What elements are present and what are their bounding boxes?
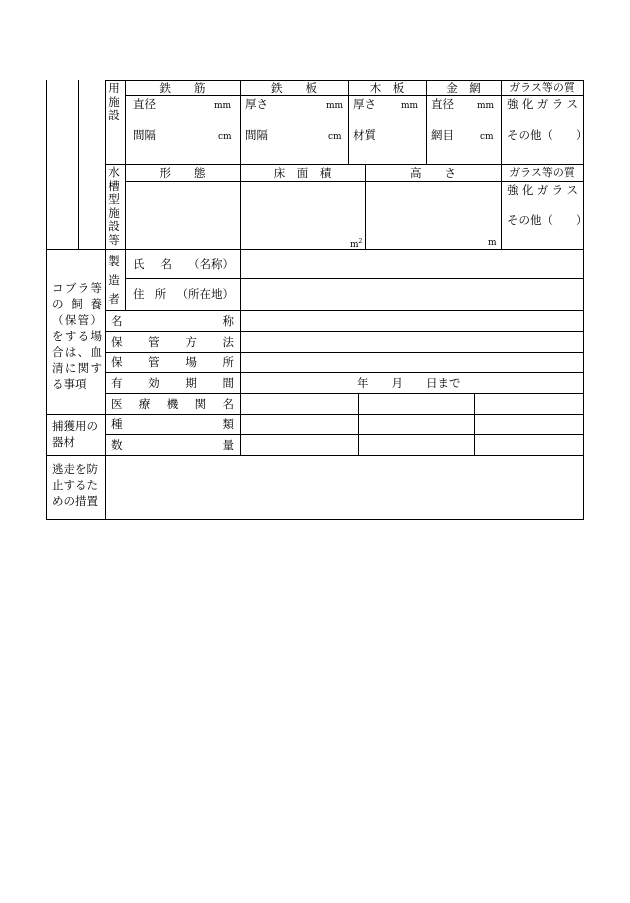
- header-tekkin: 鉄 筋: [159, 81, 206, 95]
- barrier-label: 用施設: [108, 81, 120, 122]
- header-tank-glass: ガラス等の質: [509, 166, 575, 179]
- ita-thickness-unit: mm: [401, 101, 419, 111]
- tank-glass-other: その他（ ）: [507, 213, 588, 227]
- header-ita: 木 板: [369, 81, 405, 95]
- area-unit: $m^2$: [350, 238, 363, 250]
- header-height: 高 さ: [410, 166, 456, 180]
- tekkin-diameter-unit: mm: [214, 101, 232, 111]
- capture-quantity-label: 数 量: [111, 438, 234, 452]
- header-teppan: 鉄 板: [271, 81, 317, 95]
- header-glass: ガラス等の質: [509, 81, 575, 94]
- height-unit: m: [488, 238, 497, 248]
- barrier-glass-other: その他（ ）: [507, 128, 588, 142]
- capture-label: 捕獲用の器材: [52, 419, 98, 449]
- tank-glass-reinforced: 強 化 ガ ラ ス: [507, 183, 578, 197]
- escape-label: 逃走を防止するための措置: [52, 462, 98, 508]
- teppan-thickness-label: 厚さ: [245, 97, 268, 111]
- maker-name-label: 氏 名 （名称）: [133, 257, 234, 271]
- tekkin-spacing-unit: cm: [218, 132, 232, 142]
- storage-place-label: 保 管 場 所: [111, 355, 234, 369]
- header-floor-area: 床 面 積: [273, 166, 332, 180]
- teppan-spacing-unit: cm: [328, 132, 342, 142]
- kanaami-diameter-label: 直径: [431, 97, 454, 111]
- maker-label: 製造者: [108, 254, 120, 306]
- teppan-spacing-label: 間隔: [245, 128, 268, 142]
- capture-kind-label: 種 類: [111, 417, 234, 431]
- medical-label: 医 療 機 関 名: [111, 397, 234, 411]
- expiry-value: 年 月 日まで: [357, 376, 461, 390]
- serum-label: コブラ等の飼養（保管）をする場合は、血清に関する事項: [52, 281, 102, 391]
- kanaami-diameter-unit: mm: [477, 101, 495, 111]
- kanaami-mesh-unit: cm: [480, 132, 494, 142]
- expiry-label: 有 効 期 間: [111, 376, 234, 390]
- header-form: 形 態: [159, 166, 206, 180]
- maker-address-label: 住 所 （所在地）: [133, 287, 234, 301]
- barrier-glass-reinforced: 強 化 ガ ラ ス: [507, 97, 578, 111]
- header-kanaami: 金 網: [446, 81, 481, 95]
- serum-name-label: 名 称: [111, 314, 234, 328]
- kanaami-mesh-label: 網目: [431, 128, 454, 142]
- tank-label: 水槽型施設等: [108, 165, 120, 247]
- tekkin-spacing-label: 間隔: [133, 128, 156, 142]
- teppan-thickness-unit: mm: [326, 101, 344, 111]
- tekkin-diameter-label: 直径: [133, 97, 156, 111]
- storage-method-label: 保 管 方 法: [111, 335, 234, 349]
- ita-thickness-label: 厚さ: [353, 97, 376, 111]
- ita-material-label: 材質: [353, 128, 376, 142]
